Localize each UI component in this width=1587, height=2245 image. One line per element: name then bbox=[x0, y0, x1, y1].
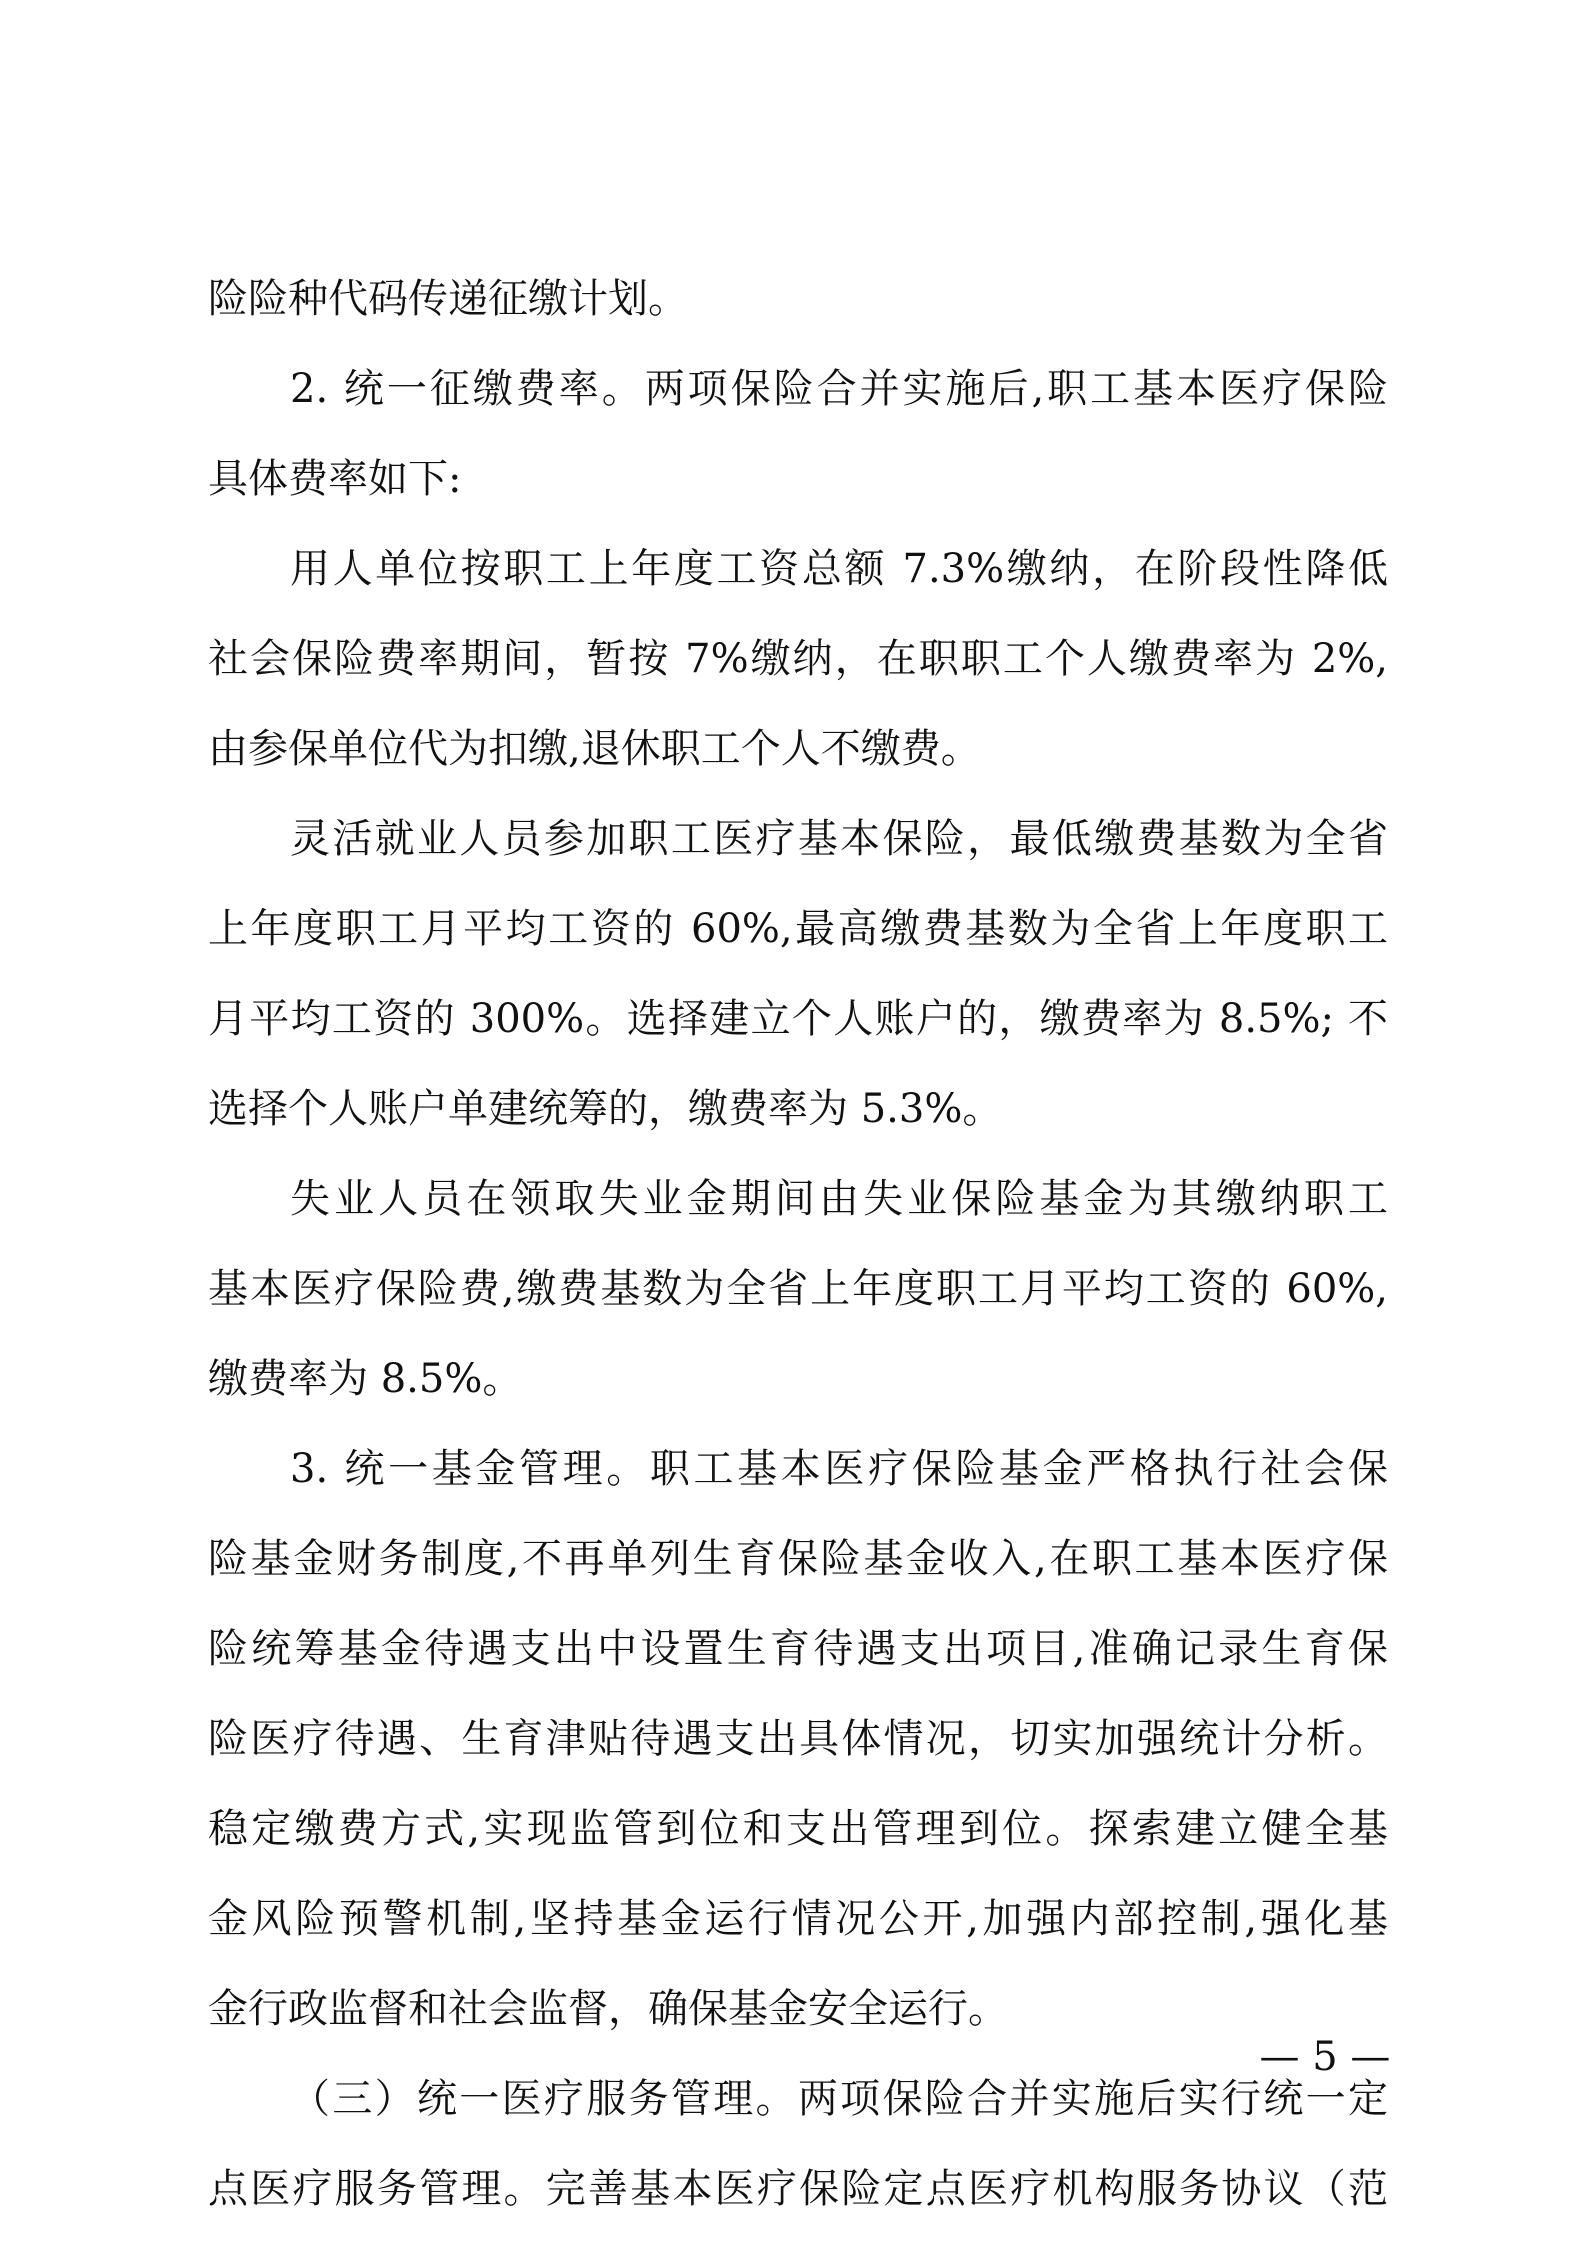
text-line: 险医疗待遇、生育津贴待遇支出具体情况，切实加强统计分析。 bbox=[208, 1716, 1388, 1762]
text-line: 灵活就业人员参加职工医疗基本保险，最低缴费基数为全省 bbox=[290, 816, 1388, 862]
text-line: 选择个人账户单建统筹的，缴费率为 5.3%。 bbox=[208, 1086, 1003, 1132]
text-line: 险险种代码传递征缴计划。 bbox=[208, 276, 688, 322]
text-line: 险统筹基金待遇支出中设置生育待遇支出项目,准确记录生育保 bbox=[208, 1626, 1388, 1672]
text-line: 月平均工资的 300%。选择建立个人账户的，缴费率为 8.5%; 不 bbox=[208, 996, 1388, 1042]
text-line: 上年度职工月平均工资的 60%,最高缴费基数为全省上年度职工 bbox=[208, 906, 1388, 952]
text-line: 社会保险费率期间，暂按 7%缴纳，在职职工个人缴费率为 2%, bbox=[208, 636, 1388, 682]
text-line: 2. 统一征缴费率。两项保险合并实施后,职工基本医疗保险 bbox=[290, 366, 1388, 412]
text-line: 险基金财务制度,不再单列生育保险基金收入,在职工基本医疗保 bbox=[208, 1536, 1388, 1582]
text-line: 由参保单位代为扣缴,退休职工个人不缴费。 bbox=[208, 726, 981, 772]
text-line: 基本医疗保险费,缴费基数为全省上年度职工月平均工资的 60%, bbox=[208, 1266, 1388, 1312]
text-line: 用人单位按职工上年度工资总额 7.3%缴纳，在阶段性降低 bbox=[290, 546, 1388, 592]
body-text bbox=[208, 254, 1388, 2234]
page-number: — 5 — bbox=[1259, 2034, 1391, 2080]
text-line: 3. 统一基金管理。职工基本医疗保险基金严格执行社会保 bbox=[290, 1446, 1388, 1492]
text-line: 缴费率为 8.5%。 bbox=[208, 1356, 523, 1402]
text-line: 金行政监督和社会监督，确保基金安全运行。 bbox=[208, 1986, 1008, 2032]
text-line: 稳定缴费方式,实现监管到位和支出管理到位。探索建立健全基 bbox=[208, 1806, 1388, 1852]
text-line: （三）统一医疗服务管理。两项保险合并实施后实行统一定 bbox=[290, 2076, 1388, 2122]
text-line: 金风险预警机制,坚持基金运行情况公开,加强内部控制,强化基 bbox=[208, 1896, 1388, 1942]
text-line: 失业人员在领取失业金期间由失业保险基金为其缴纳职工 bbox=[290, 1176, 1388, 1222]
text-line: 具体费率如下: bbox=[208, 456, 462, 502]
text-line: 点医疗服务管理。完善基本医疗保险定点医疗机构服务协议（范 bbox=[208, 2166, 1388, 2212]
